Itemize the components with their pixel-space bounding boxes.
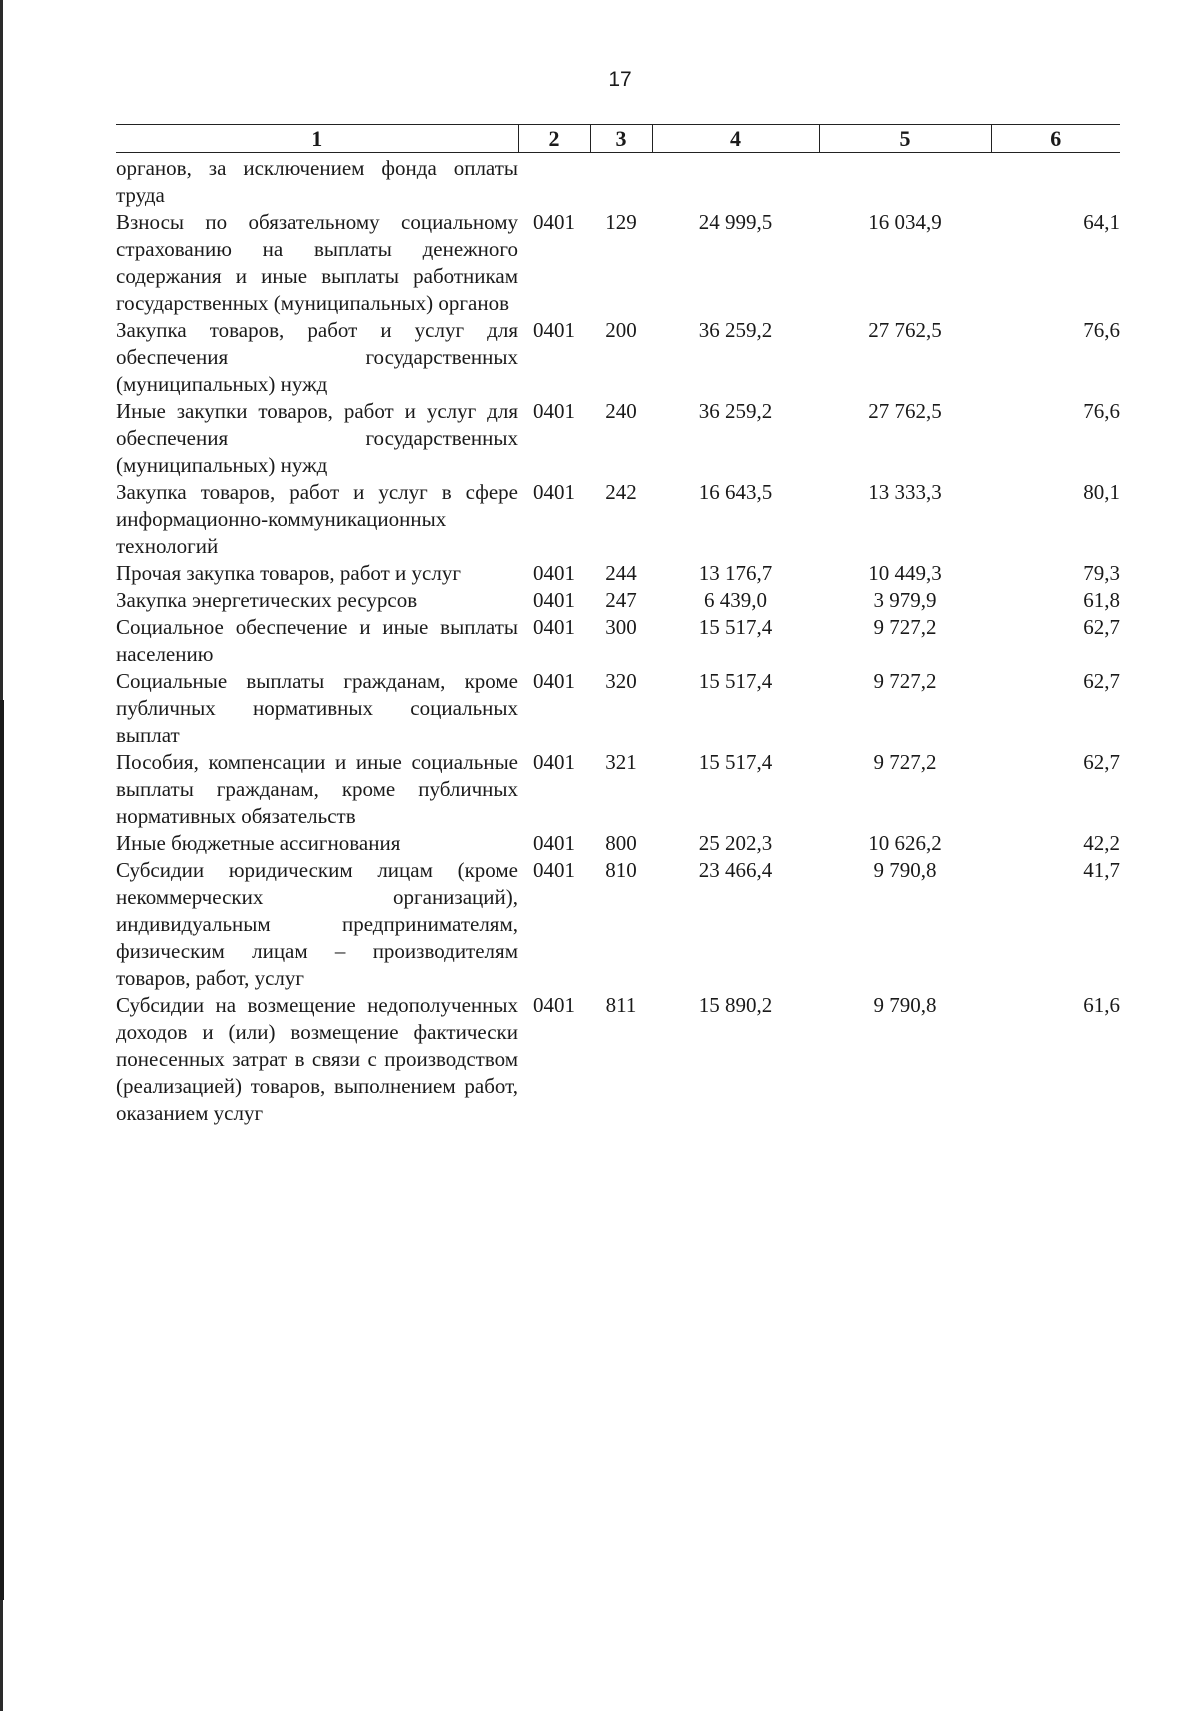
row-value-cell-c5: 9 727,2: [873, 750, 937, 774]
row-value-cell-c4: 15 890,2: [698, 993, 773, 1017]
row-value-cell-c2: 0401: [533, 210, 575, 234]
row-value-cell-c2: 0401: [533, 858, 575, 882]
table-row: [116, 614, 1120, 668]
row-value-cell-c5: 9 727,2: [873, 615, 937, 639]
col-header-1: 1: [116, 125, 518, 153]
table-row: [116, 153, 1120, 210]
table-body: [116, 153, 1120, 1128]
row-value-cell-c3: 811: [605, 993, 637, 1017]
row-name-cell: Закупка товаров, работ и услуг для обеспечения государственных (муниципальных) нужд: [116, 318, 518, 396]
row-value-cell-c4: 36 259,2: [698, 318, 773, 342]
row-value-cell-c3: [590, 153, 652, 210]
page-number: 17: [608, 68, 632, 91]
row-value-cell-c6: 76,6: [1083, 318, 1120, 342]
table-row: [116, 749, 1120, 830]
row-value-cell-c4: 15 517,4: [698, 669, 773, 693]
row-value-cell-c4: 16 643,5: [698, 480, 773, 504]
row-value-cell-c3: 244: [605, 561, 637, 585]
row-value-cell-c2: 0401: [533, 561, 575, 585]
row-value-cell-c4: 15 517,4: [698, 615, 773, 639]
row-value-cell-c5: 9 790,8: [873, 858, 937, 882]
row-value-cell-c2: [518, 153, 590, 210]
row-name-cell: органов, за исключением фонда оплаты труда: [116, 156, 518, 207]
col-header-3: 3: [590, 125, 652, 153]
row-name-cell: Взносы по обязательному социальному страхованию на выплаты денежного содержания и иные выплаты работникам государственных (муниципальных) органов: [116, 210, 518, 315]
row-value-cell-c3: 800: [605, 831, 637, 855]
row-value-cell-c3: 129: [605, 210, 637, 234]
table-row: [116, 857, 1120, 992]
row-value-cell-c6: 62,7: [1083, 750, 1120, 774]
row-value-cell-c5: 27 762,5: [868, 318, 942, 342]
row-value-cell-c3: 320: [605, 669, 637, 693]
row-name-cell: Социальные выплаты гражданам, кроме публичных нормативных социальных выплат: [116, 669, 518, 747]
row-value-cell-c5: 16 034,9: [868, 210, 942, 234]
row-value-cell-c5: 10 449,3: [868, 561, 942, 585]
row-value-cell-c4: 36 259,2: [698, 399, 773, 423]
row-value-cell-c4: 23 466,4: [698, 858, 773, 882]
row-value-cell-c2: 0401: [533, 831, 575, 855]
col-header-2: 2: [518, 125, 590, 153]
table-row: [116, 587, 1120, 614]
row-value-cell-c2: 0401: [533, 588, 575, 612]
col-header-4: 4: [652, 125, 819, 153]
row-value-cell-c2: 0401: [533, 318, 575, 342]
table-row: [116, 209, 1120, 317]
row-name-cell: Прочая закупка товаров, работ и услуг: [116, 561, 461, 585]
row-value-cell-c3: 300: [605, 615, 637, 639]
row-value-cell-c3: 321: [605, 750, 637, 774]
row-value-cell-c5: 9 790,8: [873, 993, 937, 1017]
row-value-cell-c2: 0401: [533, 993, 575, 1017]
row-value-cell-c6: 64,1: [1083, 210, 1120, 234]
row-value-cell-c2: 0401: [533, 399, 575, 423]
row-name-cell: Закупка товаров, работ и услуг в сфере информационно-коммуникационных технологий: [116, 480, 518, 558]
col-header-5: 5: [819, 125, 991, 153]
table-row: [116, 668, 1120, 749]
row-value-cell-c4: 25 202,3: [698, 831, 773, 855]
row-value-cell-c6: 62,7: [1083, 615, 1120, 639]
row-value-cell-c6: 62,7: [1083, 669, 1120, 693]
table-row: [116, 560, 1120, 587]
table-row: [116, 317, 1120, 398]
row-value-cell-c2: 0401: [533, 480, 575, 504]
row-value-cell-c6: 61,8: [1083, 588, 1120, 612]
table-row: [116, 398, 1120, 479]
row-name-cell: Иные бюджетные ассигнования: [116, 831, 401, 855]
row-value-cell-c3: 247: [605, 588, 637, 612]
row-name-cell: Социальное обеспечение и иные выплаты населению: [116, 615, 518, 666]
row-value-cell-c4: 13 176,7: [698, 561, 773, 585]
row-value-cell-c2: 0401: [533, 750, 575, 774]
row-value-cell-c3: 200: [605, 318, 637, 342]
row-value-cell-c6: 80,1: [1083, 480, 1120, 504]
table-header-row: [116, 125, 1120, 153]
row-value-cell-c2: 0401: [533, 669, 575, 693]
row-value-cell-c4: [652, 153, 819, 210]
row-value-cell-c3: 240: [605, 399, 637, 423]
row-value-cell-c4: 15 517,4: [698, 750, 773, 774]
row-value-cell-c3: 810: [605, 858, 637, 882]
scan-edge-shadow: [0, 700, 4, 1600]
table-row: [116, 479, 1120, 560]
budget-table: [116, 124, 1120, 1127]
row-value-cell-c6: 76,6: [1083, 399, 1120, 423]
row-name-cell: Иные закупки товаров, работ и услуг для обеспечения государственных (муниципальных) нужд: [116, 399, 518, 477]
row-value-cell-c4: 6 439,0: [704, 588, 767, 612]
row-value-cell-c5: 10 626,2: [868, 831, 942, 855]
row-value-cell-c5: 3 979,9: [873, 588, 937, 612]
table-row: [116, 830, 1120, 857]
row-name-cell: Субсидии на возмещение недополученных доходов и (или) возмещение фактически понесенных затрат в связи с производством (реализацией) товаров, выполнением работ, оказанием услуг: [116, 993, 518, 1125]
row-value-cell-c6: 42,2: [1083, 831, 1120, 855]
row-name-cell: Пособия, компенсации и иные социальные выплаты гражданам, кроме публичных нормативных обязательств: [116, 750, 518, 828]
row-value-cell-c5: [819, 153, 991, 210]
table-row: [116, 992, 1120, 1127]
row-value-cell-c5: 9 727,2: [873, 669, 937, 693]
row-value-cell-c6: [991, 153, 1120, 210]
col-header-6: 6: [991, 125, 1120, 153]
row-value-cell-c2: 0401: [533, 615, 575, 639]
row-value-cell-c4: 24 999,5: [698, 210, 773, 234]
row-value-cell-c3: 242: [605, 480, 637, 504]
row-value-cell-c6: 41,7: [1083, 858, 1120, 882]
row-value-cell-c6: 61,6: [1083, 993, 1120, 1017]
row-name-cell: Закупка энергетических ресурсов: [116, 588, 418, 612]
row-name-cell: Субсидии юридическим лицам (кроме некоммерческих организаций), индивидуальным предпринимателям, физическим лицам – производителям товаров, работ, услуг: [116, 858, 518, 990]
row-value-cell-c5: 27 762,5: [868, 399, 942, 423]
row-value-cell-c6: 79,3: [1083, 561, 1120, 585]
row-value-cell-c5: 13 333,3: [868, 480, 942, 504]
